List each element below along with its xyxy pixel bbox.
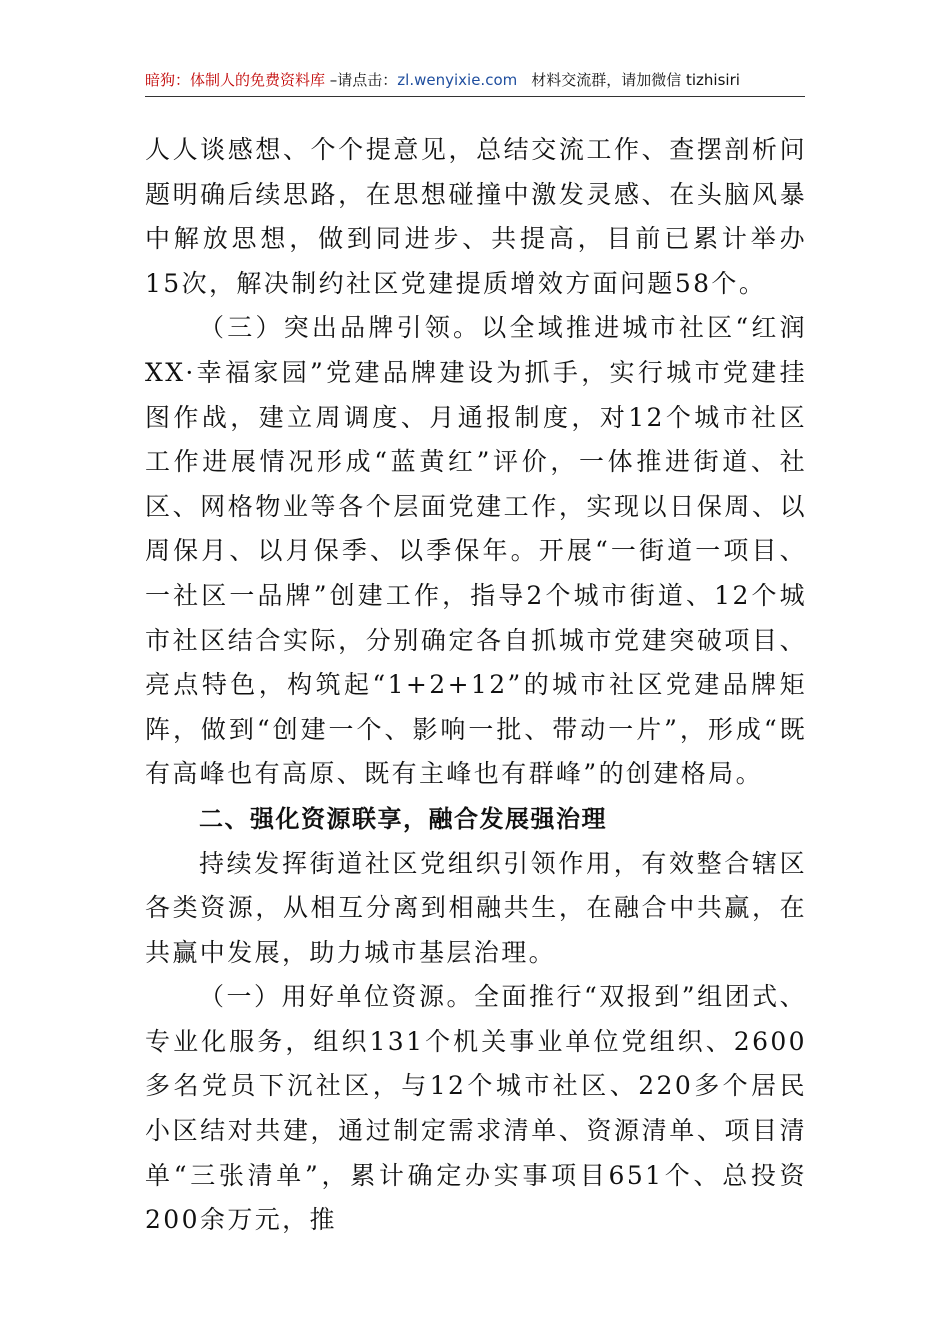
paragraph-brand-leading: （三）突出品牌引领。以全域推进城市社区“红润XX·幸福家园”党建品牌建设为抓手，实行城市党建挂图作战，建立周调度、月通报制度，对12个城市社区工作进展情况形成“蓝黄红”评价，一体推进街道、社区、网格物业等各个层面党建工作，实现以日保周、以周保月、以月保季、以季保年。开展“一街道一项目、一社区一品牌”创建工作，指导2个城市街道、12个城市社区结合实际，分别确定各自抓城市党建突破项目、亮点特色，构筑起“1+2+12”的城市社区党建品牌矩阵，做到“创建一个、影响一批、带动一片”，形成“既有高峰也有高原、既有主峰也有群峰”的创建格局。 xyxy=(145,313,807,789)
header-brand: 暗狗：体制人的免费资料库 xyxy=(145,71,326,89)
page-header xyxy=(145,66,805,97)
section-heading-2: 二、强化资源联享，融合发展强治理 xyxy=(199,804,607,833)
paragraph-unit-resources: （一）用好单位资源。全面推行“双报到”组团式、专业化服务，组织131个机关事业单位党组织、2600多名党员下沉社区，与12个城市社区、220多个居民小区结对共建，通过制定需求清单、资源清单、项目清单“三张清单”，累计确定办实事项目651个、总投资200余万元，推 xyxy=(145,982,807,1235)
header-site-link[interactable]: zl.wenyixie.com xyxy=(397,71,518,89)
paragraph-continuation: 人人谈感想、个个提意见，总结交流工作、查摆剖析问题明确后续思路，在思想碰撞中激发灵感、在头脑风暴中解放思想，做到同进步、共提高，目前已累计举办15次，解决制约社区党建提质增效方面问题58个。 xyxy=(145,135,807,298)
paragraph-section-intro: 持续发挥街道社区党组织引领作用，有效整合辖区各类资源，从相互分离到相融共生，在融合中共赢，在共赢中发展，助力城市基层治理。 xyxy=(145,848,807,967)
header-click-prompt: –请点击： xyxy=(325,71,398,89)
header-contact: 材料交流群，请加微信 tizhisiri xyxy=(531,71,740,89)
document-body xyxy=(145,128,807,1243)
